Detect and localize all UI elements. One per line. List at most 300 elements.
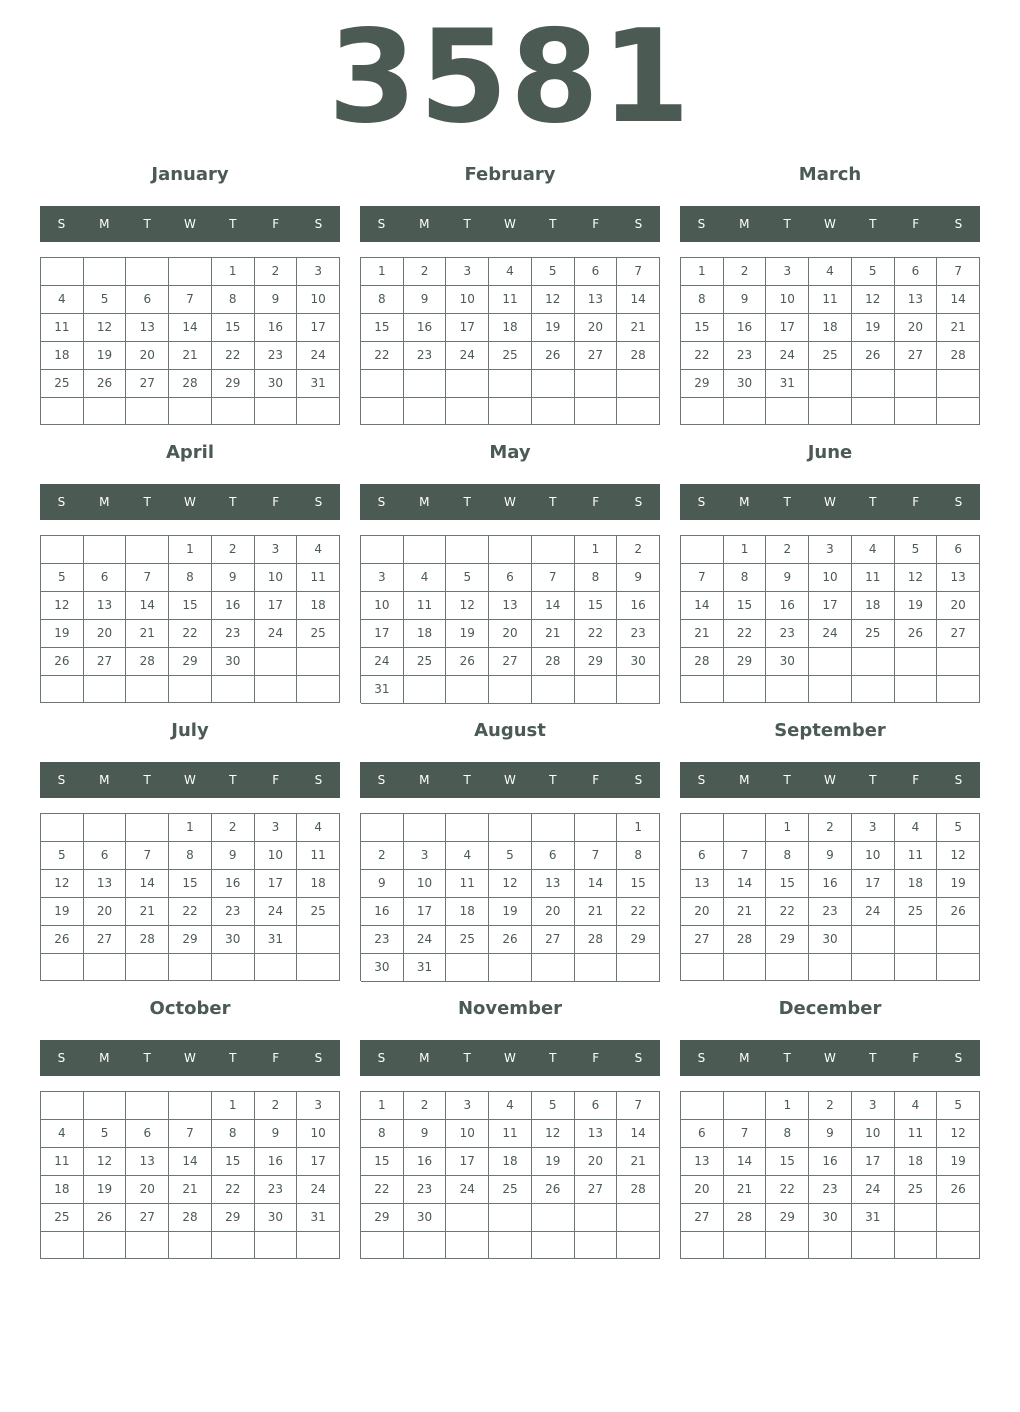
day-cell: 15 — [169, 870, 212, 898]
weekday-label: F — [272, 495, 280, 509]
day-cell: 10 — [446, 1120, 489, 1148]
day-cell — [84, 536, 127, 564]
day-cell: 25 — [809, 342, 852, 370]
day-cell — [361, 814, 404, 842]
day-cell — [361, 370, 404, 398]
weekday-label: W — [824, 495, 836, 509]
day-cell: 10 — [852, 1120, 895, 1148]
day-cell — [852, 676, 895, 703]
weekday-label: F — [272, 1051, 280, 1065]
day-cell: 24 — [446, 1176, 489, 1204]
weekday-header — [40, 1040, 340, 1076]
day-cell: 21 — [169, 342, 212, 370]
day-cell: 12 — [852, 286, 895, 314]
day-cell: 19 — [895, 592, 938, 620]
weekday-label: S — [634, 217, 643, 231]
day-cell: 19 — [532, 1148, 575, 1176]
day-cell — [84, 398, 127, 425]
day-cell — [681, 814, 724, 842]
day-cell: 20 — [84, 620, 127, 648]
day-cell: 8 — [681, 286, 724, 314]
day-grid — [40, 535, 340, 703]
day-cell — [681, 676, 724, 703]
weekday-label: S — [634, 773, 643, 787]
day-cell — [937, 1204, 980, 1232]
weekday-label: F — [272, 217, 280, 231]
day-cell: 15 — [617, 870, 660, 898]
weekday-label: S — [314, 217, 323, 231]
day-cell: 5 — [41, 842, 84, 870]
day-cell: 19 — [489, 898, 532, 926]
day-cell: 15 — [212, 314, 255, 342]
day-cell: 9 — [255, 286, 298, 314]
month-february — [360, 160, 660, 430]
day-cell — [681, 954, 724, 981]
day-cell: 25 — [41, 1204, 84, 1232]
day-cell: 1 — [766, 814, 809, 842]
day-cell — [617, 954, 660, 982]
day-cell — [895, 1232, 938, 1259]
weekday-label: T — [463, 1051, 471, 1065]
day-cell: 10 — [404, 870, 447, 898]
day-cell — [297, 676, 340, 703]
day-cell — [212, 398, 255, 425]
weekday-label: S — [377, 1051, 386, 1065]
day-cell: 22 — [575, 620, 618, 648]
day-cell — [617, 370, 660, 398]
day-cell: 15 — [766, 1148, 809, 1176]
weekday-label: T — [869, 495, 877, 509]
day-cell: 14 — [169, 1148, 212, 1176]
month-march — [680, 160, 980, 430]
day-cell: 1 — [766, 1092, 809, 1120]
day-cell — [766, 676, 809, 703]
day-cell: 17 — [404, 898, 447, 926]
day-cell: 27 — [489, 648, 532, 676]
day-cell — [575, 676, 618, 704]
weekday-label: T — [549, 217, 557, 231]
weekday-label: F — [592, 773, 600, 787]
day-cell: 1 — [212, 1092, 255, 1120]
day-grid — [680, 1091, 980, 1259]
day-cell — [126, 1092, 169, 1120]
day-cell: 13 — [681, 870, 724, 898]
day-cell — [255, 954, 298, 981]
day-grid — [680, 257, 980, 425]
day-cell: 1 — [361, 1092, 404, 1120]
day-cell: 9 — [255, 1120, 298, 1148]
day-cell — [404, 1232, 447, 1259]
day-cell — [446, 676, 489, 704]
day-cell: 7 — [617, 1092, 660, 1120]
day-cell — [532, 398, 575, 426]
day-cell: 14 — [937, 286, 980, 314]
day-cell: 3 — [297, 1092, 340, 1120]
day-cell: 23 — [724, 342, 767, 370]
day-cell: 29 — [212, 1204, 255, 1232]
weekday-label: W — [504, 773, 516, 787]
day-cell: 15 — [169, 592, 212, 620]
day-cell: 7 — [126, 842, 169, 870]
day-cell: 13 — [681, 1148, 724, 1176]
day-cell: 20 — [489, 620, 532, 648]
weekday-label: S — [314, 1051, 323, 1065]
weekday-label: F — [912, 773, 920, 787]
day-cell: 10 — [361, 592, 404, 620]
weekday-label: F — [592, 1051, 600, 1065]
day-cell: 30 — [809, 926, 852, 954]
month-name: December — [778, 998, 882, 1019]
day-cell: 17 — [852, 870, 895, 898]
day-cell: 17 — [766, 314, 809, 342]
day-cell: 2 — [809, 814, 852, 842]
day-cell: 16 — [404, 1148, 447, 1176]
month-august — [360, 716, 660, 986]
weekday-label: S — [314, 773, 323, 787]
weekday-label: S — [697, 217, 706, 231]
day-cell: 21 — [169, 1176, 212, 1204]
year-title: 3581 — [327, 3, 693, 152]
day-cell: 5 — [489, 842, 532, 870]
day-cell: 4 — [489, 258, 532, 286]
day-cell: 23 — [212, 898, 255, 926]
day-cell: 14 — [575, 870, 618, 898]
day-cell: 16 — [255, 314, 298, 342]
day-cell: 23 — [617, 620, 660, 648]
day-cell: 2 — [255, 1092, 298, 1120]
day-cell: 19 — [852, 314, 895, 342]
day-cell — [809, 398, 852, 425]
weekday-label: M — [419, 1051, 430, 1065]
day-cell: 21 — [937, 314, 980, 342]
day-cell — [809, 648, 852, 676]
day-cell: 27 — [681, 1204, 724, 1232]
weekday-label: T — [869, 773, 877, 787]
weekday-label: T — [869, 217, 877, 231]
day-cell: 20 — [126, 342, 169, 370]
day-cell — [446, 398, 489, 426]
day-cell: 19 — [937, 870, 980, 898]
day-cell — [489, 814, 532, 842]
day-cell: 3 — [255, 814, 298, 842]
weekday-label: T — [783, 773, 791, 787]
day-cell: 16 — [212, 592, 255, 620]
day-cell: 8 — [617, 842, 660, 870]
day-cell: 20 — [532, 898, 575, 926]
day-cell — [489, 536, 532, 564]
day-cell — [766, 1232, 809, 1259]
day-cell: 9 — [361, 870, 404, 898]
day-cell: 25 — [852, 620, 895, 648]
day-cell: 25 — [41, 370, 84, 398]
day-cell: 4 — [852, 536, 895, 564]
weekday-label: M — [99, 495, 110, 509]
day-cell: 4 — [895, 1092, 938, 1120]
day-cell — [297, 954, 340, 981]
day-cell: 30 — [617, 648, 660, 676]
day-cell: 2 — [212, 814, 255, 842]
weekday-header — [360, 1040, 660, 1076]
day-cell: 16 — [361, 898, 404, 926]
day-cell: 11 — [404, 592, 447, 620]
weekday-label: S — [377, 773, 386, 787]
day-cell — [297, 1232, 340, 1259]
weekday-label: W — [504, 1051, 516, 1065]
day-cell: 14 — [724, 1148, 767, 1176]
month-name: September — [774, 720, 886, 741]
day-cell: 25 — [404, 648, 447, 676]
day-cell: 29 — [724, 648, 767, 676]
day-cell: 3 — [766, 258, 809, 286]
day-cell — [41, 536, 84, 564]
day-cell: 28 — [617, 342, 660, 370]
day-cell: 29 — [617, 926, 660, 954]
day-cell — [852, 398, 895, 425]
day-cell — [446, 814, 489, 842]
day-cell: 28 — [681, 648, 724, 676]
day-cell: 13 — [84, 592, 127, 620]
month-november — [360, 994, 660, 1264]
day-cell: 3 — [852, 814, 895, 842]
day-cell: 27 — [126, 1204, 169, 1232]
day-cell: 13 — [84, 870, 127, 898]
month-january — [40, 160, 340, 430]
day-cell: 2 — [617, 536, 660, 564]
day-cell — [84, 676, 127, 703]
day-cell: 22 — [212, 342, 255, 370]
day-cell: 5 — [852, 258, 895, 286]
day-cell: 26 — [532, 342, 575, 370]
day-cell: 24 — [446, 342, 489, 370]
day-cell: 23 — [255, 342, 298, 370]
weekday-label: M — [739, 495, 750, 509]
day-cell — [169, 1232, 212, 1259]
day-cell: 17 — [255, 592, 298, 620]
day-cell — [84, 1232, 127, 1259]
day-cell — [255, 648, 298, 676]
day-cell — [126, 676, 169, 703]
day-cell: 19 — [446, 620, 489, 648]
day-cell: 10 — [297, 1120, 340, 1148]
day-cell: 2 — [809, 1092, 852, 1120]
weekday-label: W — [824, 773, 836, 787]
day-cell: 6 — [126, 1120, 169, 1148]
day-cell — [681, 398, 724, 425]
day-cell — [84, 1092, 127, 1120]
day-cell: 26 — [41, 648, 84, 676]
day-cell: 5 — [532, 258, 575, 286]
day-cell: 3 — [852, 1092, 895, 1120]
day-cell: 18 — [41, 1176, 84, 1204]
day-cell: 12 — [532, 1120, 575, 1148]
day-cell: 16 — [617, 592, 660, 620]
day-cell: 10 — [255, 842, 298, 870]
weekday-label: T — [869, 1051, 877, 1065]
day-cell: 30 — [212, 648, 255, 676]
day-cell: 3 — [446, 1092, 489, 1120]
day-cell — [852, 926, 895, 954]
day-cell: 3 — [297, 258, 340, 286]
day-cell: 23 — [809, 1176, 852, 1204]
day-cell: 10 — [809, 564, 852, 592]
day-cell: 9 — [617, 564, 660, 592]
day-cell: 8 — [212, 286, 255, 314]
day-cell: 16 — [404, 314, 447, 342]
day-cell — [617, 398, 660, 426]
day-cell: 27 — [681, 926, 724, 954]
day-grid — [40, 813, 340, 981]
weekday-label: W — [504, 495, 516, 509]
day-cell: 18 — [297, 870, 340, 898]
day-cell: 5 — [446, 564, 489, 592]
day-cell: 29 — [169, 648, 212, 676]
day-cell: 1 — [169, 814, 212, 842]
day-cell — [489, 1232, 532, 1259]
day-cell: 8 — [361, 286, 404, 314]
day-cell: 24 — [852, 898, 895, 926]
day-cell: 30 — [404, 1204, 447, 1232]
day-cell: 4 — [297, 536, 340, 564]
day-cell: 1 — [361, 258, 404, 286]
day-cell — [41, 258, 84, 286]
day-grid — [360, 813, 660, 981]
day-cell: 16 — [255, 1148, 298, 1176]
day-cell: 7 — [937, 258, 980, 286]
weekday-label: M — [419, 217, 430, 231]
day-cell: 5 — [895, 536, 938, 564]
day-cell: 3 — [361, 564, 404, 592]
day-cell — [41, 398, 84, 425]
weekday-label: F — [912, 1051, 920, 1065]
day-cell: 7 — [724, 842, 767, 870]
day-cell: 7 — [575, 842, 618, 870]
day-cell: 10 — [446, 286, 489, 314]
weekday-label: S — [954, 773, 963, 787]
day-cell: 4 — [809, 258, 852, 286]
day-cell: 8 — [766, 842, 809, 870]
day-cell: 10 — [255, 564, 298, 592]
day-cell: 18 — [489, 1148, 532, 1176]
day-cell — [681, 1232, 724, 1259]
day-cell: 21 — [126, 620, 169, 648]
day-cell: 22 — [724, 620, 767, 648]
day-cell: 11 — [809, 286, 852, 314]
day-cell: 20 — [937, 592, 980, 620]
day-cell — [446, 536, 489, 564]
day-cell — [575, 370, 618, 398]
day-cell: 25 — [297, 898, 340, 926]
day-cell: 16 — [809, 1148, 852, 1176]
day-cell: 5 — [937, 1092, 980, 1120]
day-cell: 17 — [297, 314, 340, 342]
day-grid — [360, 257, 660, 425]
month-name: February — [464, 164, 556, 185]
day-cell: 1 — [617, 814, 660, 842]
day-cell — [852, 954, 895, 981]
day-cell — [852, 1232, 895, 1259]
day-cell — [532, 536, 575, 564]
day-cell — [532, 1204, 575, 1232]
day-cell: 25 — [297, 620, 340, 648]
month-name: March — [798, 164, 862, 185]
day-cell: 26 — [84, 370, 127, 398]
day-cell: 17 — [446, 314, 489, 342]
day-cell: 27 — [575, 1176, 618, 1204]
day-cell: 24 — [852, 1176, 895, 1204]
weekday-label: S — [954, 217, 963, 231]
day-cell: 20 — [84, 898, 127, 926]
weekday-label: T — [143, 495, 151, 509]
day-cell: 5 — [937, 814, 980, 842]
weekday-label: T — [143, 217, 151, 231]
weekday-header — [360, 762, 660, 798]
day-cell — [126, 814, 169, 842]
day-cell: 22 — [169, 898, 212, 926]
day-cell — [489, 370, 532, 398]
day-cell: 21 — [126, 898, 169, 926]
day-cell: 4 — [41, 286, 84, 314]
day-cell: 6 — [681, 842, 724, 870]
weekday-label: S — [57, 217, 66, 231]
day-cell: 21 — [617, 314, 660, 342]
day-cell — [724, 1092, 767, 1120]
day-cell: 14 — [617, 1120, 660, 1148]
day-cell: 13 — [126, 1148, 169, 1176]
day-cell: 31 — [404, 954, 447, 982]
day-cell — [617, 1232, 660, 1259]
weekday-label: S — [634, 1051, 643, 1065]
day-cell: 13 — [126, 314, 169, 342]
day-cell: 21 — [532, 620, 575, 648]
day-cell: 7 — [169, 286, 212, 314]
weekday-header — [680, 206, 980, 242]
day-cell — [532, 814, 575, 842]
month-name: August — [474, 720, 546, 741]
day-cell — [255, 676, 298, 703]
day-cell — [84, 258, 127, 286]
day-cell — [532, 954, 575, 982]
day-cell: 28 — [126, 926, 169, 954]
day-cell: 28 — [169, 1204, 212, 1232]
weekday-header — [360, 484, 660, 520]
day-cell: 18 — [852, 592, 895, 620]
day-cell — [937, 676, 980, 703]
day-cell: 18 — [297, 592, 340, 620]
weekday-label: F — [272, 773, 280, 787]
day-cell: 6 — [681, 1120, 724, 1148]
day-cell: 29 — [766, 1204, 809, 1232]
day-cell: 19 — [532, 314, 575, 342]
day-cell: 18 — [41, 342, 84, 370]
day-cell — [724, 1232, 767, 1259]
day-cell: 17 — [361, 620, 404, 648]
day-cell: 22 — [766, 1176, 809, 1204]
day-cell — [895, 398, 938, 425]
day-cell: 9 — [766, 564, 809, 592]
day-cell: 24 — [766, 342, 809, 370]
day-cell: 14 — [724, 870, 767, 898]
day-cell: 6 — [575, 1092, 618, 1120]
day-cell — [212, 954, 255, 981]
day-cell: 27 — [575, 342, 618, 370]
day-cell: 23 — [255, 1176, 298, 1204]
day-grid — [360, 535, 660, 703]
day-cell — [724, 954, 767, 981]
weekday-label: T — [549, 495, 557, 509]
day-cell: 11 — [895, 1120, 938, 1148]
day-cell — [169, 258, 212, 286]
day-cell: 16 — [766, 592, 809, 620]
